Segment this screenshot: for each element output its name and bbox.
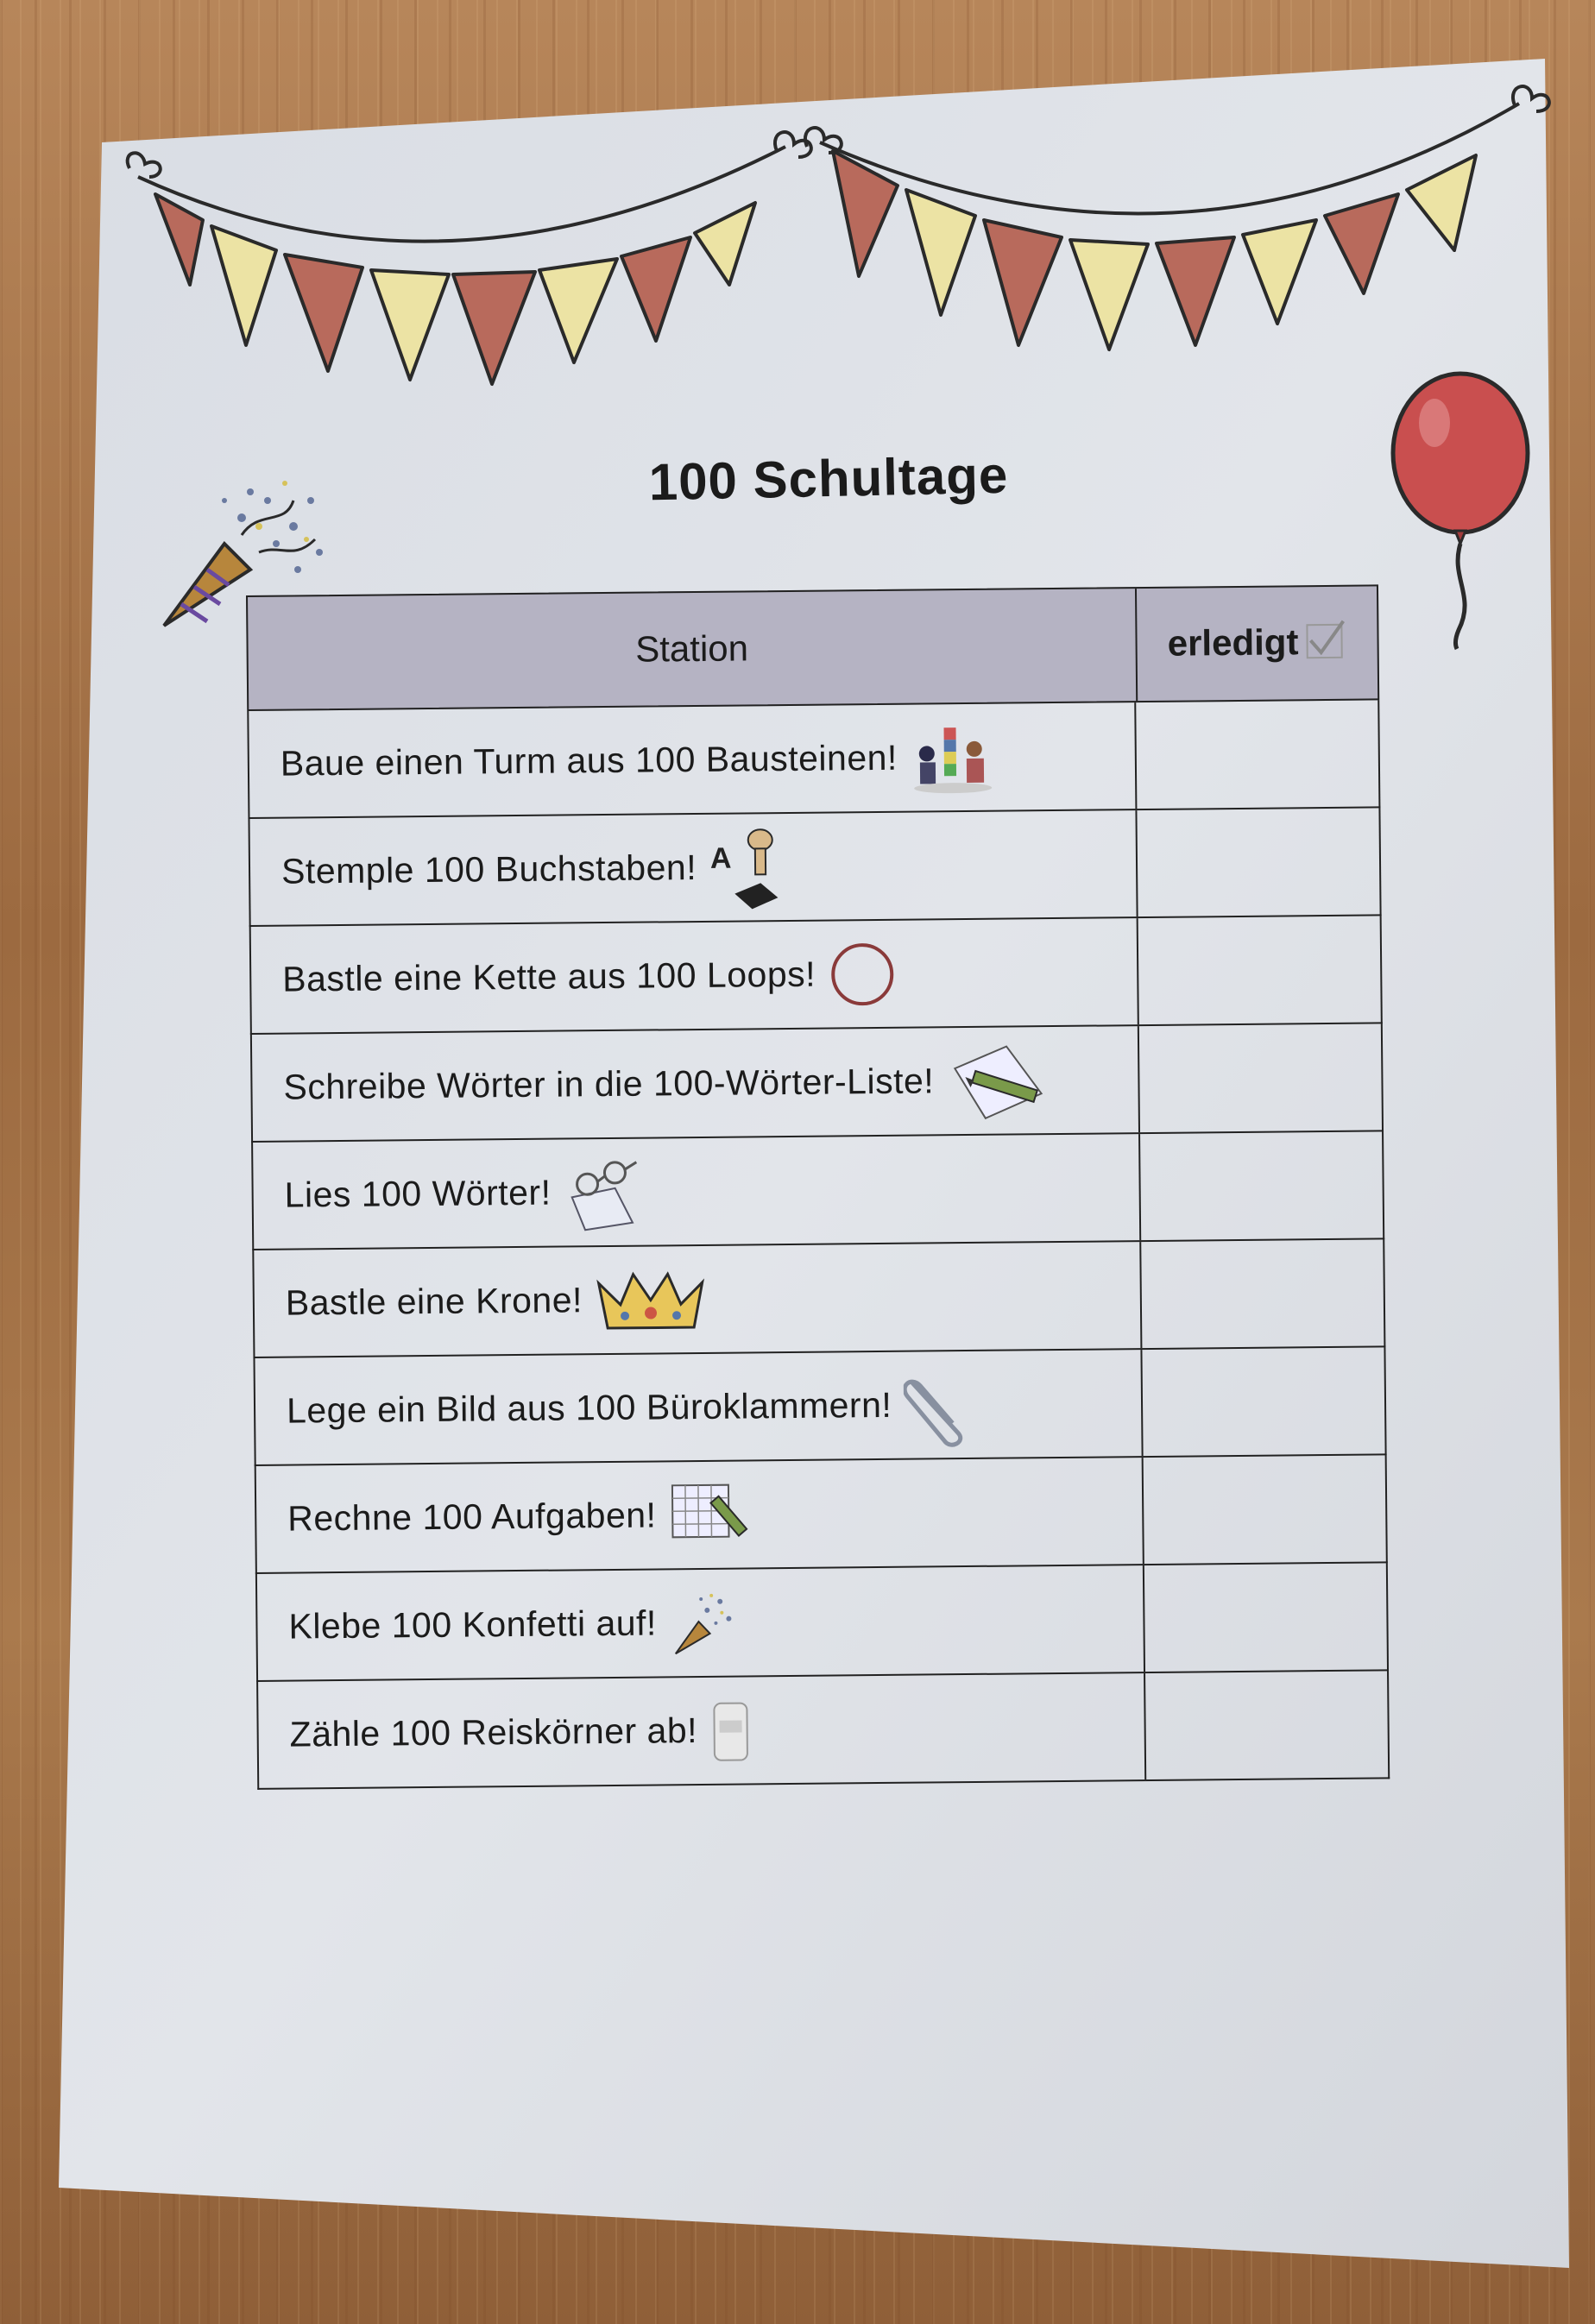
table-header-row <box>246 584 1379 711</box>
table-row <box>253 1347 1386 1466</box>
loop-ring-icon <box>828 939 898 1009</box>
done-checkbox-cell[interactable] <box>1142 1347 1384 1456</box>
station-cell <box>249 702 1137 817</box>
bunting-left <box>0 0 1595 414</box>
kids-building-icon <box>909 718 996 797</box>
station-cell <box>258 1673 1146 1788</box>
station-text: Bastle eine Krone! <box>285 1280 583 1323</box>
reading-glasses-icon <box>563 1153 641 1231</box>
page-title: 100 Schultage <box>648 445 1009 512</box>
done-checkbox-cell[interactable] <box>1144 1455 1386 1564</box>
confetti-popper-icon <box>668 1588 738 1658</box>
done-checkbox-cell[interactable] <box>1141 1239 1384 1348</box>
station-cell <box>252 1026 1140 1141</box>
table-row <box>251 1131 1384 1250</box>
station-cell <box>254 1242 1142 1357</box>
table-row <box>247 700 1380 819</box>
table-row <box>249 916 1383 1035</box>
done-checkbox-cell[interactable] <box>1145 1671 1388 1779</box>
station-text: Schreibe Wörter in die 100-Wörter-Liste! <box>283 1061 935 1107</box>
header-station: Station <box>248 589 1138 709</box>
table-row <box>255 1455 1388 1574</box>
pencil-paper-icon <box>946 1042 1050 1120</box>
crown-icon <box>595 1264 708 1334</box>
stamp-icon <box>709 824 787 911</box>
table-row <box>256 1671 1390 1790</box>
station-cell <box>251 918 1139 1033</box>
table-row <box>255 1563 1389 1682</box>
done-checkbox-cell[interactable] <box>1140 1131 1383 1240</box>
table-row <box>250 1023 1384 1143</box>
done-checkbox-cell[interactable] <box>1137 808 1379 916</box>
station-text: Klebe 100 Konfetti auf! <box>288 1603 658 1647</box>
done-checkbox-cell[interactable] <box>1139 1023 1382 1132</box>
table-row <box>248 808 1381 927</box>
svg-text:A: A <box>709 841 733 875</box>
station-cell <box>253 1134 1141 1249</box>
done-checkbox-cell[interactable] <box>1136 700 1378 809</box>
checkmark-icon <box>1303 618 1346 661</box>
stations-table <box>246 584 1390 1790</box>
paperclip-icon <box>904 1357 965 1453</box>
done-checkbox-cell[interactable] <box>1138 916 1381 1024</box>
balloon-icon <box>1381 371 1536 656</box>
station-text: Zähle 100 Reiskörner ab! <box>289 1710 698 1754</box>
station-text: Stemple 100 Buchstaben! <box>281 847 697 891</box>
station-cell <box>255 1350 1143 1464</box>
header-done <box>1137 586 1378 701</box>
station-text: Lege ein Bild aus 100 Büroklammern! <box>286 1384 892 1431</box>
rice-bag-icon <box>709 1696 753 1765</box>
station-text: Baue einen Turm aus 100 Bausteinen! <box>280 737 898 784</box>
station-text: Bastle eine Kette aus 100 Loops! <box>282 954 816 999</box>
table-row <box>252 1239 1385 1358</box>
math-worksheet-icon <box>668 1476 755 1554</box>
station-text: Rechne 100 Aufgaben! <box>287 1495 657 1539</box>
station-text: Lies 100 Wörter! <box>284 1172 552 1215</box>
station-cell <box>256 1458 1144 1572</box>
header-done-label: erledigt <box>1167 621 1299 664</box>
station-cell <box>249 810 1138 925</box>
station-cell <box>257 1565 1145 1680</box>
done-checkbox-cell[interactable] <box>1144 1563 1387 1672</box>
